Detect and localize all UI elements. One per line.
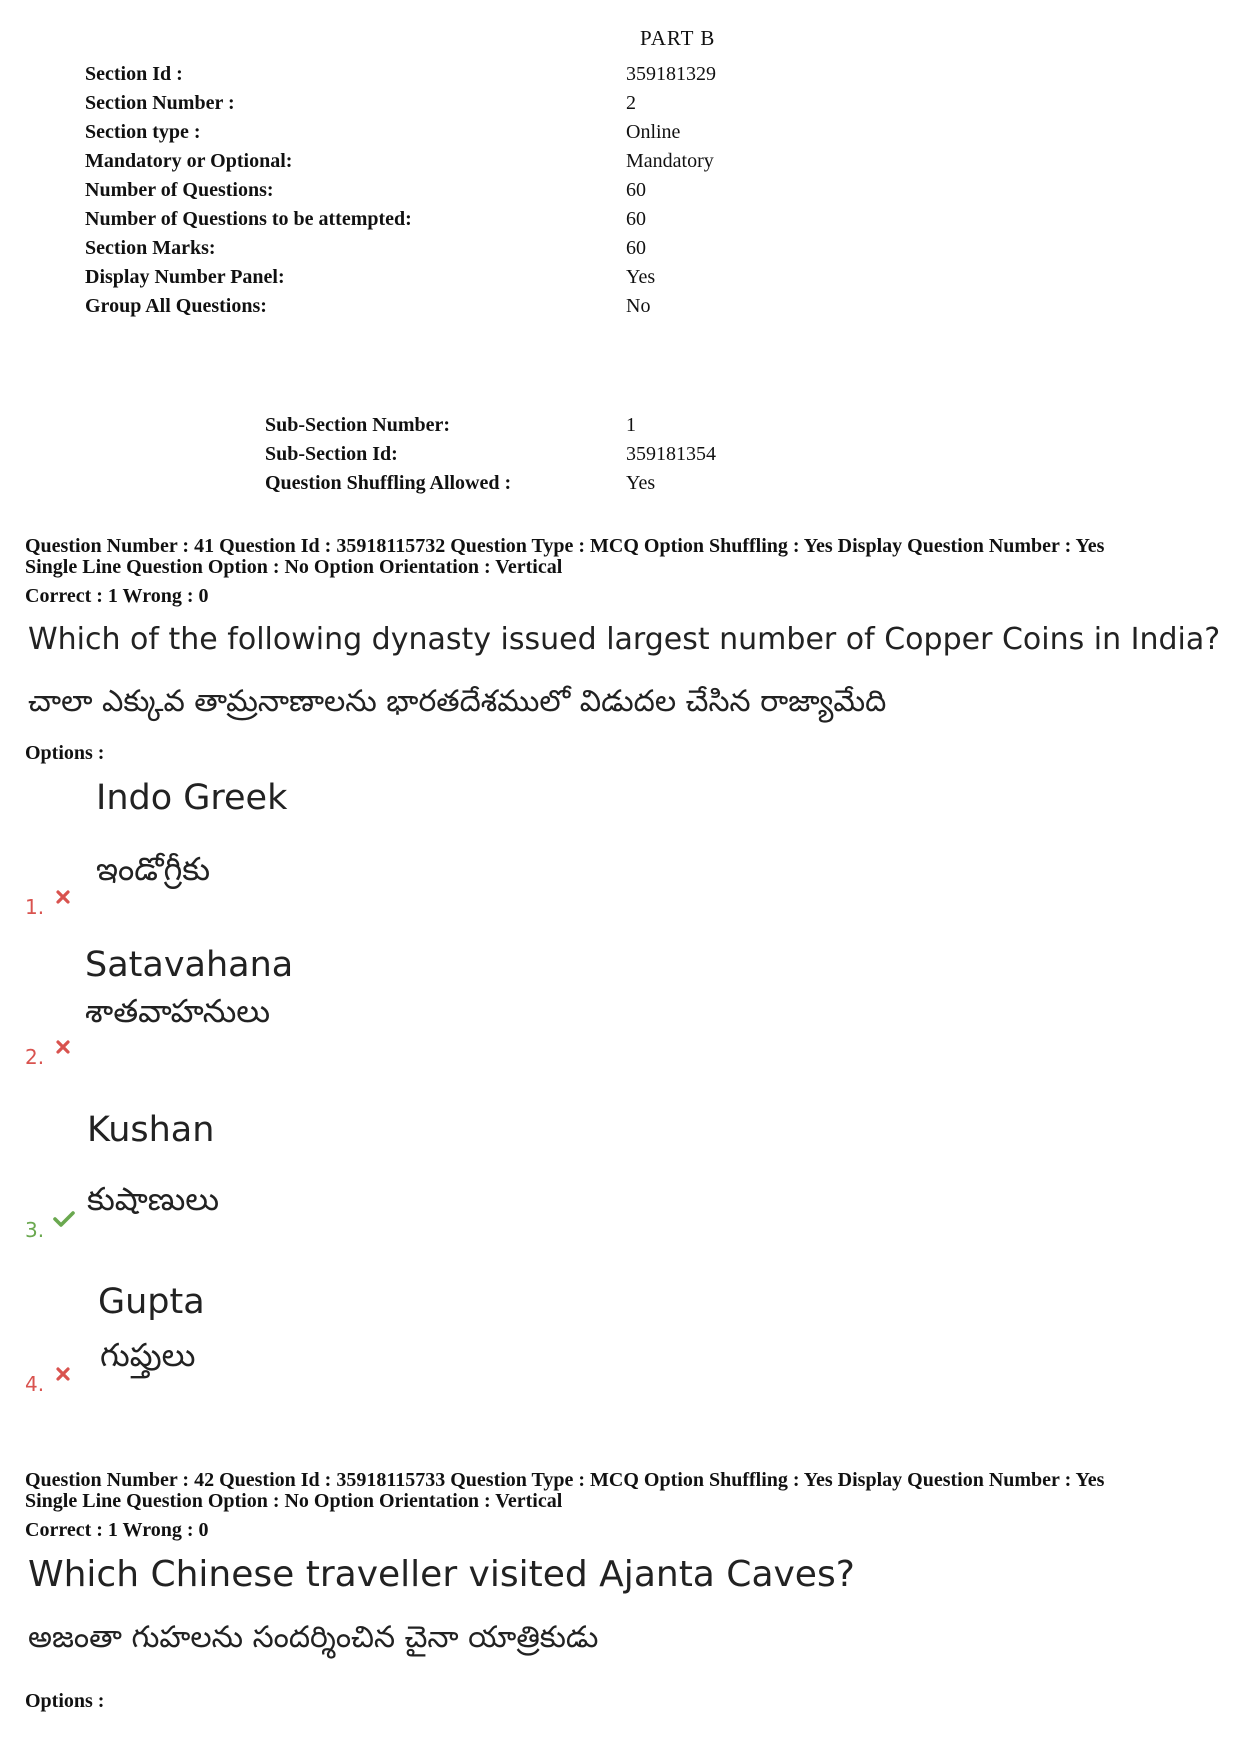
- question-text-en: Which Chinese traveller visited Ajanta Caves?: [28, 1554, 855, 1595]
- subsection-id-label: Sub-Section Id:: [265, 443, 398, 465]
- mandatory-value: Mandatory: [626, 150, 714, 172]
- section-number-label: Section Number :: [85, 92, 235, 114]
- option-1-te: ఇండోగ్రీకు: [96, 850, 211, 888]
- cross-icon: [56, 890, 70, 904]
- num-questions-value: 60: [626, 179, 646, 201]
- cross-icon: [56, 1040, 70, 1054]
- section-type-value: Online: [626, 121, 681, 143]
- option-4-en: Gupta: [98, 1282, 205, 1322]
- question-text-en: Which of the following dynasty issued largest number of Copper Coins in India?: [28, 622, 1221, 657]
- check-icon: [53, 1210, 75, 1228]
- option-3-te: కుషాణులు: [87, 1180, 220, 1218]
- option-2-te: శాతవాహనులు: [85, 992, 271, 1030]
- display-panel-value: Yes: [626, 266, 656, 288]
- num-attempted-label: Number of Questions to be attempted:: [85, 208, 412, 230]
- group-all-label: Group All Questions:: [85, 295, 267, 317]
- options-label: Options :: [25, 742, 105, 764]
- question-correct-wrong: Correct : 1 Wrong : 0: [25, 585, 209, 607]
- section-type-label: Section type :: [85, 121, 201, 143]
- section-marks-value: 60: [626, 237, 646, 259]
- question-shuffling-label: Question Shuffling Allowed :: [265, 472, 512, 494]
- question-text-te: చాలా ఎక్కువ తామ్రనాణాలను భారతదేశములో విడుదల చేసిన రాజ్యామేది: [28, 684, 887, 719]
- subsection-id-value: 359181354: [626, 443, 716, 465]
- question-meta-line1: Question Number : 42 Question Id : 35918115733 Question Type : MCQ Option Shuffling : Yes Display Question Number : Yes: [25, 1469, 1105, 1491]
- section-id-value: 359181329: [626, 63, 716, 85]
- option-1-en: Indo Greek: [96, 778, 288, 818]
- option-1-number: 1.: [25, 895, 45, 919]
- section-marks-label: Section Marks:: [85, 237, 216, 259]
- options-label: Options :: [25, 1690, 105, 1712]
- cross-icon: [56, 1367, 70, 1381]
- option-4-te: గుప్తులు: [100, 1336, 196, 1374]
- mandatory-label: Mandatory or Optional:: [85, 150, 293, 172]
- option-3-number: 3.: [25, 1218, 45, 1242]
- option-2-en: Satavahana: [85, 945, 294, 985]
- option-2-number: 2.: [25, 1045, 45, 1069]
- question-correct-wrong: Correct : 1 Wrong : 0: [25, 1519, 209, 1541]
- subsection-number-value: 1: [626, 414, 636, 436]
- question-meta-line2: Single Line Question Option : No Option Orientation : Vertical: [25, 1490, 563, 1512]
- num-attempted-value: 60: [626, 208, 646, 230]
- question-meta-line2: Single Line Question Option : No Option Orientation : Vertical: [25, 556, 563, 578]
- section-number-value: 2: [626, 92, 636, 114]
- option-4-number: 4.: [25, 1372, 45, 1396]
- option-3-en: Kushan: [87, 1110, 215, 1150]
- display-panel-label: Display Number Panel:: [85, 266, 285, 288]
- subsection-number-label: Sub-Section Number:: [265, 414, 451, 436]
- section-id-label: Section Id :: [85, 63, 183, 85]
- group-all-value: No: [626, 295, 651, 317]
- num-questions-label: Number of Questions:: [85, 179, 274, 201]
- question-shuffling-value: Yes: [626, 472, 656, 494]
- question-meta-line1: Question Number : 41 Question Id : 35918115732 Question Type : MCQ Option Shuffling : Yes Display Question Number : Yes: [25, 535, 1105, 557]
- question-text-te: అజంతా గుహలను సందర్శించిన చైనా యాత్రికుడు: [28, 1620, 599, 1655]
- part-title: PART B: [640, 26, 716, 50]
